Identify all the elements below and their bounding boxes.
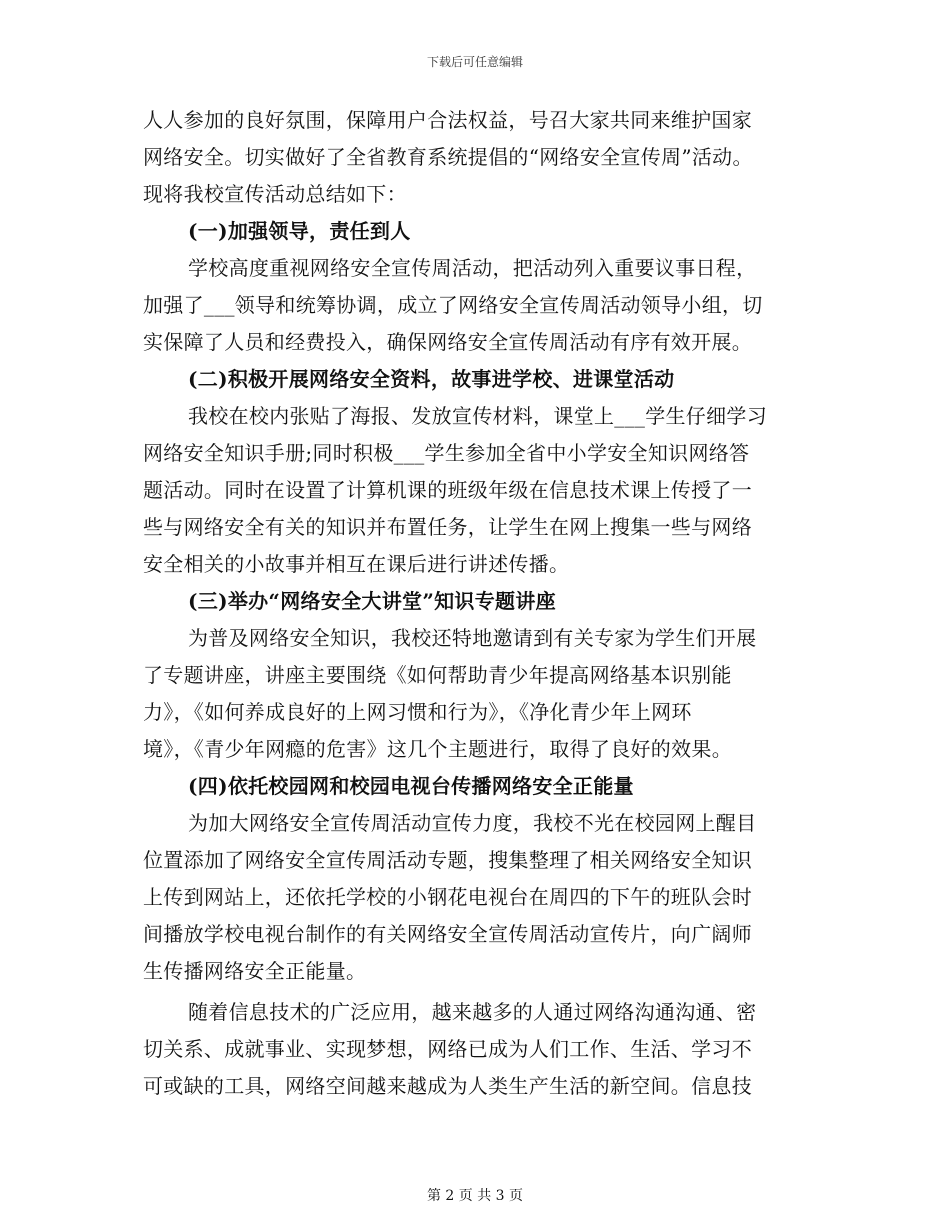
paragraph-line: 可或缺的工具，网络空间越来越成为人类生产生活的新空间。信息技 xyxy=(143,1074,752,1098)
paragraph-line: 些与网络安全有关的知识并布置任务，让学生在网上搜集一些与网络 xyxy=(143,515,752,539)
paragraph-line: 上传到网站上，还依托学校的小钢花电视台在周四的下午的班队会时 xyxy=(143,885,752,909)
paragraph-line: 力》，《如何养成良好的上网习惯和行为》，《净化青少年上网环 xyxy=(143,700,692,724)
paragraph-line: 我校在校内张贴了海报、发放宣传材料，课堂上___学生仔细学习 xyxy=(188,404,767,428)
page-header-note: 下载后可任意编辑 xyxy=(426,55,523,69)
paragraph-line: 网络安全知识手册;同时积极___学生参加全省中小学安全知识网络答 xyxy=(143,441,750,465)
section-heading: (二)积极开展网络安全资料，故事进学校、进课堂活动 xyxy=(188,367,675,391)
paragraph-line: 了专题讲座，讲座主要围绕《如何帮助青少年提高网络基本识别能 xyxy=(143,663,732,687)
paragraph-line: 为加大网络安全宣传周活动宣传力度，我校不光在校园网上醒目 xyxy=(188,811,757,835)
paragraph-line: 生传播网络安全正能量。 xyxy=(143,959,367,983)
paragraph-line: 现将我校宣传活动总结如下： xyxy=(143,182,407,206)
paragraph-line: 位置添加了网络安全宣传周活动专题，搜集整理了相关网络安全知识 xyxy=(143,848,752,872)
paragraph-line: 实保障了人员和经费投入，确保网络安全宣传周活动有序有效开展。 xyxy=(143,330,752,354)
section-heading: (一)加强领导，责任到人 xyxy=(188,219,411,243)
paragraph-line: 题活动。同时在设置了计算机课的班级年级在信息技术课上传授了一 xyxy=(143,478,752,502)
paragraph-line: 安全相关的小故事并相互在课后进行讲述传播。 xyxy=(143,552,570,576)
paragraph-line: 人人参加的良好氛围，保障用户合法权益，号召大家共同来维护国家 xyxy=(143,108,752,132)
paragraph-line: 加强了___领导和统筹协调，成立了网络安全宣传周活动领导小组，切 xyxy=(143,293,763,317)
section-heading: (三)举办“网络安全大讲堂”知识专题讲座 xyxy=(188,589,556,613)
paragraph-line: 学校高度重视网络安全宣传周活动，把活动列入重要议事日程， xyxy=(188,256,757,280)
paragraph-line: 为普及网络安全知识，我校还特地邀请到有关专家为学生们开展 xyxy=(188,626,757,650)
page-number: 第 2 页 共 3 页 xyxy=(426,1188,524,1204)
section-heading: (四)依托校园网和校园电视台传播网络安全正能量 xyxy=(188,774,634,798)
paragraph-line: 网络安全。切实做好了全省教育系统提倡的“网络安全宣传周”活动。 xyxy=(143,145,753,169)
paragraph-line: 间播放学校电视台制作的有关网络安全宣传周活动宣传片，向广阔师 xyxy=(143,922,752,946)
paragraph-line: 随着信息技术的广泛应用，越来越多的人通过网络沟通沟通、密 xyxy=(188,1000,757,1024)
paragraph-line: 境》，《青少年网瘾的危害》这几个主题进行，取得了良好的效果。 xyxy=(143,737,732,761)
document-body xyxy=(143,102,807,1105)
paragraph-line: 切关系、成就事业、实现梦想，网络已成为人们工作、生活、学习不 xyxy=(143,1037,752,1061)
